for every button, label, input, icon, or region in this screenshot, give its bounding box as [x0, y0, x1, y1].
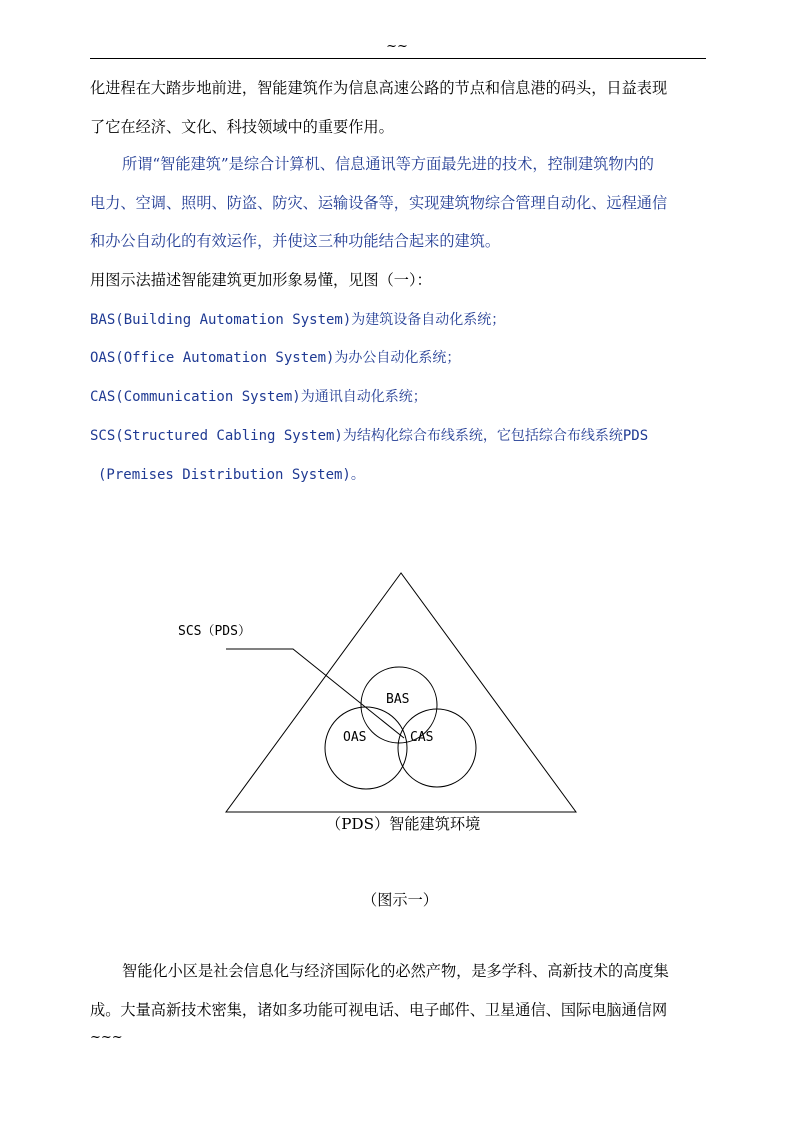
scs-label: SCS（PDS） [178, 624, 251, 639]
paragraph-2-line-3: 和办公自动化的有效运作，并使这三种功能结合起来的建筑。 [90, 232, 501, 250]
paragraph-1-line-1: 化进程在大踏步地前进，智能建筑作为信息高速公路的节点和信息港的码头，日益表现 [90, 79, 668, 97]
scs-leader-line [226, 649, 404, 738]
definition-bas: BAS(Building Automation System)为建筑设备自动化系统； [90, 312, 506, 328]
paragraph-2-line-2: 电力、空调、照明、防盗、防灾、运输设备等，实现建筑物综合管理自动化、远程通信 [90, 194, 668, 212]
bas-label: BAS [386, 692, 410, 707]
paragraph-1-line-2: 了它在经济、文化、科技领域中的重要作用。 [90, 118, 394, 136]
cas-circle [398, 709, 476, 787]
definition-scs-line-2: (Premises Distribution System)。 [98, 467, 365, 483]
paragraph-2-line-1: 所谓“智能建筑”是综合计算机、信息通讯等方面最先进的技术，控制建筑物内的 [122, 155, 654, 173]
definition-oas: OAS(Office Automation System)为办公自动化系统； [90, 350, 461, 366]
definition-scs-line-1: SCS(Structured Cabling System)为结构化综合布线系统，它包括综合布线系统PDS [90, 428, 649, 444]
diagram-base-caption: （PDS）智能建筑环境 [326, 815, 481, 833]
header-mark: ~~ [386, 39, 408, 54]
footer-mark: ~~~ [90, 1030, 123, 1045]
paragraph-3-line-1: 智能化小区是社会信息化与经济国际化的必然产物，是多学科、高新技术的高度集 [122, 962, 669, 980]
intro-line: 用图示法描述智能建筑更加形象易懂，见图（一）： [90, 271, 432, 289]
definition-cas: CAS(Communication System)为通讯自动化系统； [90, 389, 427, 405]
paragraph-3-line-2: 成。大量高新技术密集，诸如多功能可视电话、电子邮件、卫星通信、国际电脑通信网 [90, 1001, 668, 1019]
figure-caption: （图示一） [362, 891, 438, 909]
cas-label: CAS [410, 730, 434, 745]
oas-label: OAS [343, 730, 367, 745]
oas-circle [325, 707, 407, 789]
